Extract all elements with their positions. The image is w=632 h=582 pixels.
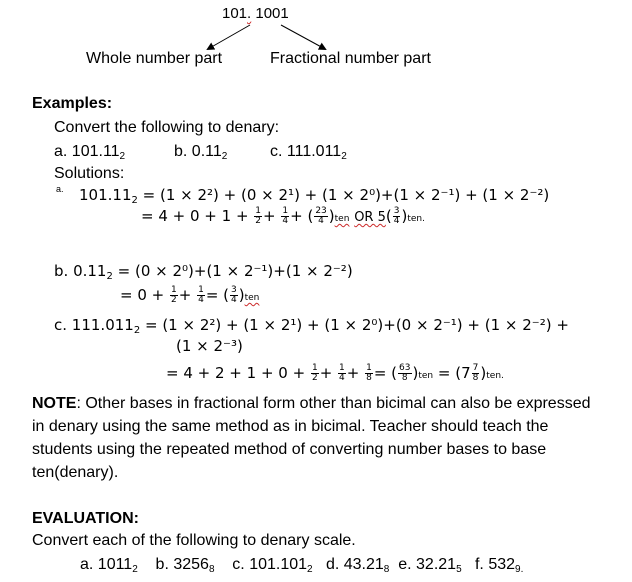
evaluation-heading: EVALUATION: [32,510,139,527]
solution-c-line2: (1 × 2⁻³) [176,337,243,355]
whole-digits: 101 [222,5,248,22]
note-line1: NOTE: Other bases in fractional form other than bicimal can also be expressed [32,395,591,412]
whole-arrow [208,25,250,49]
solution-a-line2: = 4 + 0 + 1 + $\frac{1}{2}$ + $\frac{1}{4}$ + ( $\frac{23}{4}$ )ten OR 5( $\frac{3}{4}$ )ten. [141,206,425,226]
solution-b-line1: b. $0.11_2 = (0 \times 2^0)+(1 \times 2^{-1})+(1 \times 2^{-2})$ [54,262,353,282]
solution-c-line3: = 4 + 2 + 1 + 0 + $\frac{1}{2}$ + $\frac{1}{4}$ + $\frac{1}{8}$ = ( $\frac{63}{8}$ )ten = (7 $\frac{7}{8}$ )ten. [166,363,504,383]
result-fraction: $\frac{23}{4}$ [315,206,327,226]
whole-number-label: Whole number part [86,50,223,67]
decimal-point: . [247,5,252,22]
fraction-half: $\frac{1}{2}$ [255,206,262,226]
note-line2: in denary using the same method as in bicimal. Teacher should teach the [32,418,549,435]
solution-a-label: a. [56,184,64,194]
eval-item-d: d. $43.21_8$ [325,556,390,575]
fraction-digits: 1001 [255,5,289,22]
evaluation-instruction: Convert each of the following to denary scale. [32,532,356,549]
fractional-number-label: Fractional number part [270,50,431,67]
mixed-fraction: $\frac{3}{4}$ [393,206,400,226]
eval-item-b: b. $3256_8$ [155,556,215,575]
example-item-b: b. $0.11_2$ [174,143,228,162]
solution-c-line1: c. $111.011_2 = (1 \times 2^2) + (1 \times 2^1) + (1 \times 2^0)+(0 \times 2^{-1}) + (1 \times 2^{-2})$ + [54,316,569,336]
eval-item-e: e. $32.21_5$ [398,556,462,575]
solution-b-line2: = 0 + $\frac{1}{2}$ + $\frac{1}{4}$ = ( $\frac{3}{4}$ )ten [120,285,260,305]
fraction-arrow [281,25,325,49]
example-item-a: a. $101.11_2$ [54,143,126,162]
examples-instruction: Convert the following to denary: [54,119,280,136]
examples-heading: Examples: [32,95,113,112]
solution-a-line1: $101.11_2 = (1 \times 2^2) + (0 \times 2^1) + (1 \times 2^0)+(1 \times 2^{-1}) + (1 \times 2^{-2})$ [79,186,550,206]
note-line3: students using the repeated method of converting number bases to base [32,441,547,458]
eval-item-f: f. $532_{9.}$ [474,556,524,575]
solutions-heading: Solutions: [54,165,125,182]
evaluation-items [80,557,523,575]
eval-item-c: c. $101.101_2$ [232,556,313,575]
note-line4: ten(denary). [32,464,119,481]
example-item-c: c. $111.011_2$ [270,143,347,162]
fraction-quarter: $\frac{1}{4}$ [282,206,289,226]
eval-item-a: a. $1011_2$ [80,556,138,575]
